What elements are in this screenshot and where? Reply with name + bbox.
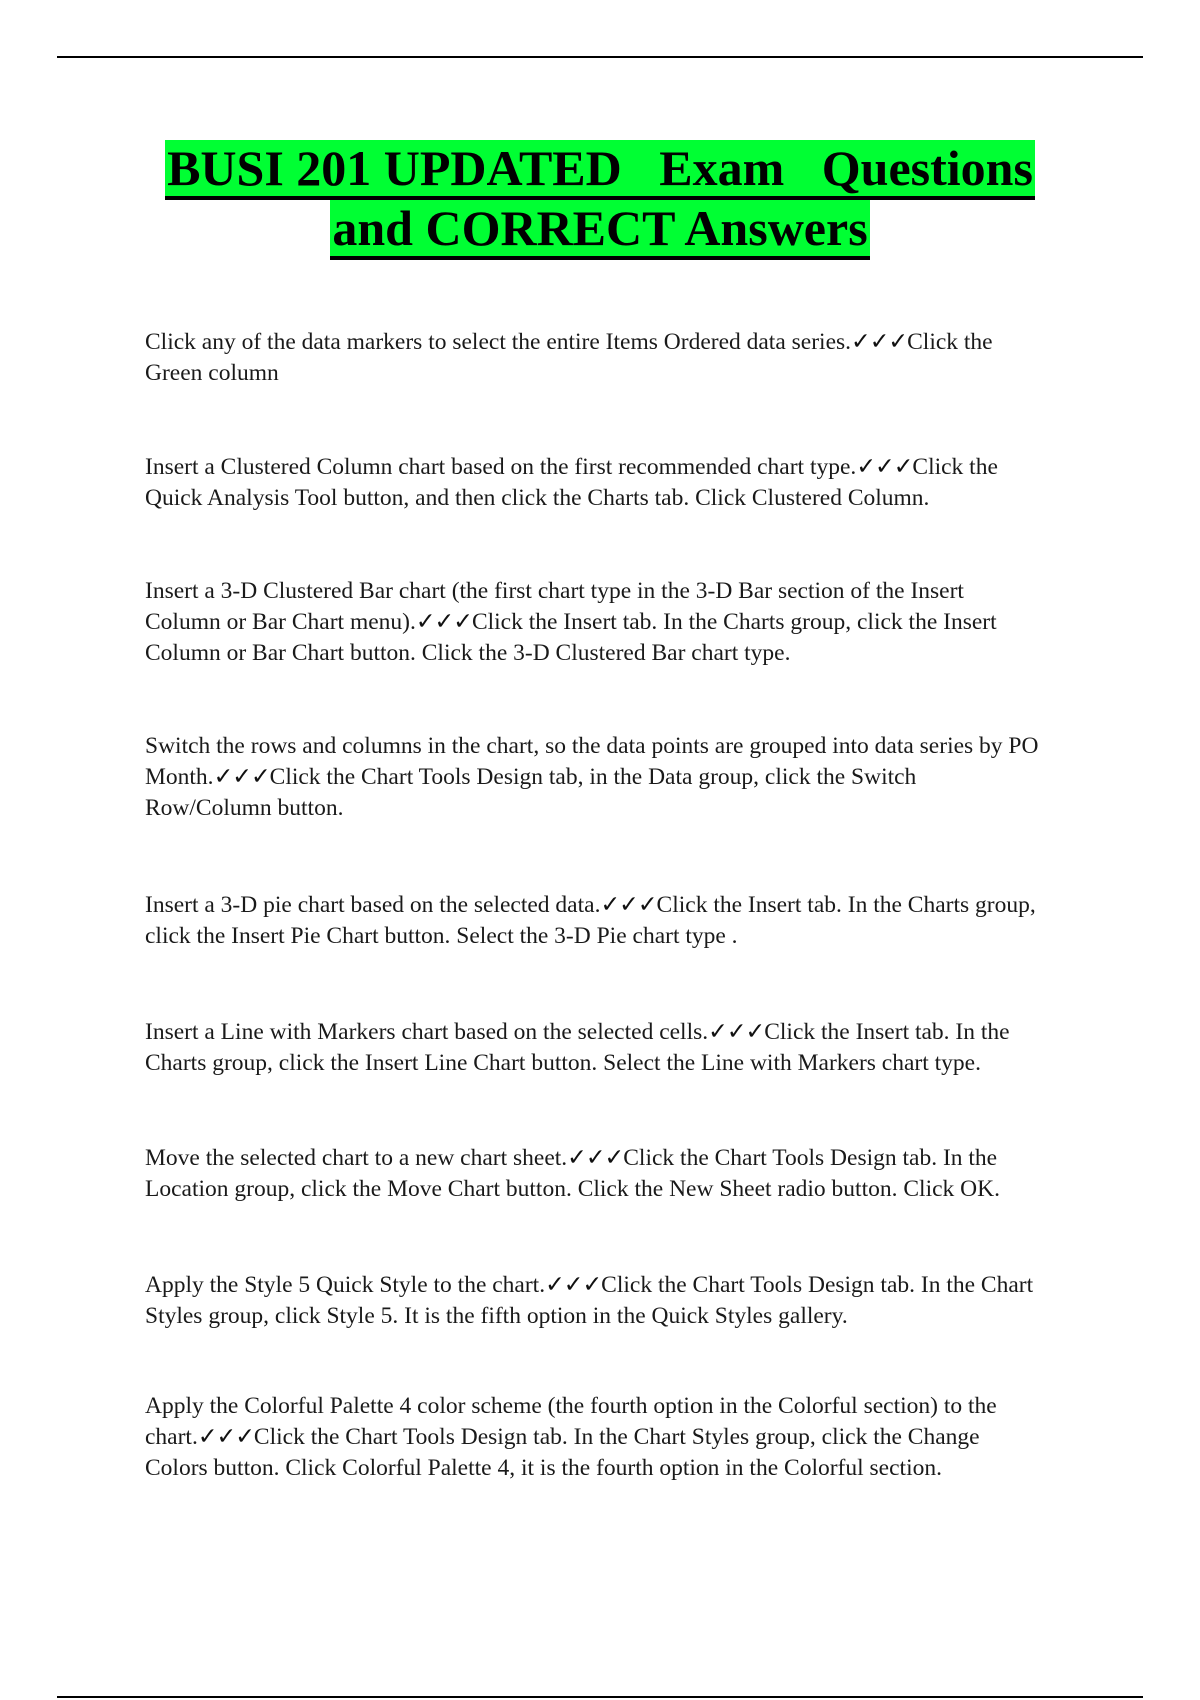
document-title <box>0 140 1200 260</box>
qa-question: Insert a 3-D Clustered Bar chart (the first chart type in the 3-D Bar section of the Insert Column or Bar Chart menu). <box>145 578 964 635</box>
qa-question: Apply the Colorful Palette 4 color scheme (the fourth option in the Colorful section) to the chart. <box>145 1393 997 1450</box>
checkmark-icon: ✓✓✓ <box>851 329 908 355</box>
qa-answer: Click the Green column <box>145 329 993 386</box>
title-line-1: BUSI 201 UPDATED Exam Questions <box>165 140 1035 200</box>
checkmark-icon: ✓✓✓ <box>856 454 913 480</box>
checkmark-icon: ✓✓✓ <box>197 1424 254 1450</box>
qa-question: Insert a Line with Markers chart based on the selected cells. <box>145 1019 709 1045</box>
qa-question: Switch the rows and columns in the chart, so the data points are grouped into data series by PO Month. <box>145 733 1039 790</box>
top-rule <box>57 56 1143 58</box>
qa-item-1 <box>145 327 1045 389</box>
qa-answer: Click the Quick Analysis Tool button, and then click the Charts tab. Click Clustered Column. <box>145 454 998 511</box>
bottom-rule <box>57 1696 1143 1698</box>
qa-item-8 <box>145 1270 1045 1332</box>
qa-answer: Click the Insert tab. In the Charts group, click the Insert Pie Chart button. Select the 3-D Pie chart type . <box>145 892 1036 949</box>
qa-question: Move the selected chart to a new chart sheet. <box>145 1145 568 1171</box>
qa-answer: Click the Chart Tools Design tab. In the Chart Styles group, click the Change Colors button. Click Colorful Palette 4, it is the fourth option in the Colorful section. <box>145 1424 980 1481</box>
qa-answer: Click the Insert tab. In the Charts group, click the Insert Column or Bar Chart button. Click the 3-D Clustered Bar chart type. <box>145 609 997 666</box>
qa-item-7 <box>145 1143 1045 1205</box>
checkmark-icon: ✓✓✓ <box>708 1019 765 1045</box>
qa-item-3 <box>145 576 1045 669</box>
qa-item-2 <box>145 452 1045 514</box>
qa-answer: Click the Chart Tools Design tab. In the Chart Styles group, click Style 5. It is the fifth option in the Quick Styles gallery. <box>145 1272 1034 1329</box>
checkmark-icon: ✓✓✓ <box>415 609 472 635</box>
checkmark-icon: ✓✓✓ <box>545 1272 602 1298</box>
qa-answer: Click the Chart Tools Design tab. In the Location group, click the Move Chart button. Click the New Sheet radio button. Click OK. <box>145 1145 1000 1202</box>
checkmark-icon: ✓✓✓ <box>600 892 657 918</box>
qa-question: Apply the Style 5 Quick Style to the chart. <box>145 1272 546 1298</box>
qa-item-5 <box>145 890 1045 952</box>
qa-question: Click any of the data markers to select the entire Items Ordered data series. <box>145 329 852 355</box>
qa-item-6 <box>145 1017 1045 1079</box>
qa-answer: Click the Chart Tools Design tab, in the Data group, click the Switch Row/Column button. <box>145 764 917 821</box>
qa-item-9 <box>145 1391 1045 1484</box>
checkmark-icon: ✓✓✓ <box>567 1145 624 1171</box>
qa-question: Insert a Clustered Column chart based on the first recommended chart type. <box>145 454 857 480</box>
qa-item-4 <box>145 731 1045 824</box>
title-line-2: and CORRECT Answers <box>330 200 869 260</box>
qa-question: Insert a 3-D pie chart based on the selected data. <box>145 892 601 918</box>
qa-answer: Click the Insert tab. In the Charts group, click the Insert Line Chart button. Select the Line with Markers chart type. <box>145 1019 1010 1076</box>
checkmark-icon: ✓✓✓ <box>213 764 270 790</box>
